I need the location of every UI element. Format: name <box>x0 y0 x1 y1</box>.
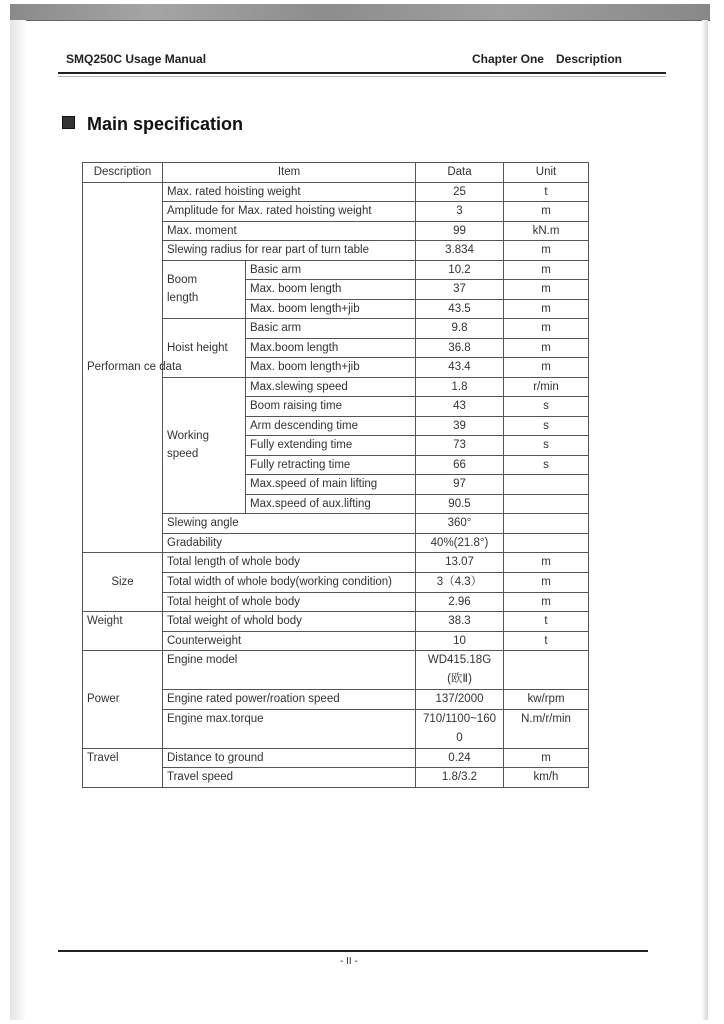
data-cell: 43.4 <box>416 358 504 378</box>
data-cell: 9.8 <box>416 319 504 339</box>
data-cell: 43.5 <box>416 299 504 319</box>
data-cell: 10 <box>416 631 504 651</box>
unit-cell: m <box>504 553 589 573</box>
item-cell: Boom raising time <box>246 397 416 417</box>
table-row <box>83 612 589 632</box>
item-cell: Distance to ground <box>163 748 416 768</box>
item-cell: Total weight of whold body <box>163 612 416 632</box>
data-cell: 25 <box>416 182 504 202</box>
item-cell: Basic arm <box>246 260 416 280</box>
unit-cell: s <box>504 455 589 475</box>
unit-cell: m <box>504 338 589 358</box>
scan-edge-right <box>702 20 708 1020</box>
unit-cell: m <box>504 260 589 280</box>
group-hoist-height: Hoist height <box>163 319 246 378</box>
data-cell: 39 <box>416 416 504 436</box>
item-text: Total width of whole body(working condition) <box>167 575 393 588</box>
square-bullet-icon <box>62 116 75 129</box>
data-cell: 1.8 <box>416 377 504 397</box>
item-cell: Counterweight <box>163 631 416 651</box>
section-title: Main specification <box>87 114 244 134</box>
table-row <box>83 553 589 573</box>
data-cell: 37 <box>416 280 504 300</box>
unit-cell: m <box>504 358 589 378</box>
item-cell: Max.speed of main lifting <box>246 475 416 495</box>
page-header <box>66 52 622 68</box>
unit-cell: m <box>504 748 589 768</box>
unit-cell <box>504 514 589 534</box>
item-cell: Engine model <box>163 651 416 690</box>
table-row <box>83 748 589 768</box>
item-cell: Max. boom length+jib <box>246 358 416 378</box>
manual-title: SMQ250C Usage Manual <box>66 52 207 66</box>
item-cell: Basic arm <box>246 319 416 339</box>
data-cell: 3.834 <box>416 241 504 261</box>
unit-cell: N.m/r/min <box>504 709 589 748</box>
group-working-speed <box>163 377 246 514</box>
item-cell: Max. moment <box>163 221 416 241</box>
item-cell: Total height of whole body <box>163 592 416 612</box>
group-weight: Weight <box>83 612 163 651</box>
item-cell: Max. rated hoisting weight <box>163 182 416 202</box>
section-heading <box>62 114 243 135</box>
table-header-row <box>83 163 589 183</box>
group-boom-length <box>163 260 246 319</box>
data-cell: 3 <box>416 202 504 222</box>
data-cell <box>416 651 504 690</box>
item-cell: Engine rated power/roation speed <box>163 690 416 710</box>
unit-cell: kN.m <box>504 221 589 241</box>
unit-cell: s <box>504 436 589 456</box>
group-power: Power <box>83 651 163 749</box>
data-cell: 73 <box>416 436 504 456</box>
data-cell: 90.5 <box>416 494 504 514</box>
scan-edge-left <box>10 20 26 1020</box>
group-performance: Performan ce data <box>83 182 163 553</box>
item-cell: Amplitude for Max. rated hoisting weight <box>163 202 416 222</box>
unit-cell: m <box>504 280 589 300</box>
group-label: Working speed <box>167 429 209 461</box>
unit-cell: m <box>504 319 589 339</box>
unit-cell: t <box>504 182 589 202</box>
unit-cell: m <box>504 202 589 222</box>
group-travel: Travel <box>83 748 163 787</box>
item-cell: Max. boom length <box>246 280 416 300</box>
unit-cell: s <box>504 397 589 417</box>
unit-cell: m <box>504 299 589 319</box>
col-header-data: Data <box>416 163 504 183</box>
item-cell: Arm descending time <box>246 416 416 436</box>
unit-cell: s <box>504 416 589 436</box>
data-cell: 97 <box>416 475 504 495</box>
table-row <box>83 651 589 690</box>
data-cell: 13.07 <box>416 553 504 573</box>
item-cell: Fully extending time <box>246 436 416 456</box>
data-cell: 40%(21.8°) <box>416 533 504 553</box>
item-cell: Max.slewing speed <box>246 377 416 397</box>
group-size: Size <box>83 553 163 612</box>
chapter-title: Description <box>555 52 622 66</box>
unit-cell: t <box>504 612 589 632</box>
item-cell: Slewing radius for rear part of turn table <box>163 241 416 261</box>
unit-cell: r/min <box>504 377 589 397</box>
data-cell: 3（4.3） <box>416 572 504 592</box>
data-cell: 38.3 <box>416 612 504 632</box>
data-cell: 99 <box>416 221 504 241</box>
chapter-heading <box>472 52 622 66</box>
unit-cell <box>504 651 589 690</box>
data-cell: 1.8/3.2 <box>416 768 504 788</box>
unit-cell: m <box>504 241 589 261</box>
item-cell: Gradability <box>163 533 416 553</box>
unit-cell: km/h <box>504 768 589 788</box>
footer-rule <box>58 950 648 952</box>
unit-cell: m <box>504 572 589 592</box>
group-label: Boom length <box>167 273 199 305</box>
data-cell: 43 <box>416 397 504 417</box>
col-header-unit: Unit <box>504 163 589 183</box>
table-row <box>83 182 589 202</box>
unit-cell: t <box>504 631 589 651</box>
unit-cell <box>504 533 589 553</box>
col-header-item: Item <box>163 163 416 183</box>
header-rule-thin <box>58 76 666 77</box>
spec-table <box>82 162 589 788</box>
data-text: WD415.18G (欧Ⅱ) <box>427 654 492 685</box>
unit-cell <box>504 494 589 514</box>
item-cell: Max.boom length <box>246 338 416 358</box>
item-cell: Max. boom length+jib <box>246 299 416 319</box>
item-cell <box>163 572 416 592</box>
unit-cell: m <box>504 592 589 612</box>
data-cell: 360° <box>416 514 504 534</box>
data-cell: 137/2000 <box>416 690 504 710</box>
unit-cell <box>504 475 589 495</box>
item-cell: Slewing angle <box>163 514 416 534</box>
item-cell: Max.speed of aux.lifting <box>246 494 416 514</box>
item-cell: Fully retracting time <box>246 455 416 475</box>
item-cell: Travel speed <box>163 768 416 788</box>
col-header-description: Description <box>83 163 163 183</box>
item-cell: Engine max.torque <box>163 709 416 748</box>
header-rule <box>58 72 666 74</box>
item-cell: Total length of whole body <box>163 553 416 573</box>
data-cell: 36.8 <box>416 338 504 358</box>
data-cell: 10.2 <box>416 260 504 280</box>
data-cell: 0.24 <box>416 748 504 768</box>
data-cell: 2.96 <box>416 592 504 612</box>
chapter-label: Chapter One <box>471 52 544 66</box>
data-cell <box>416 709 504 748</box>
data-cell: 66 <box>416 455 504 475</box>
scan-edge-top <box>10 4 710 21</box>
data-text: 710/1100~1600 <box>422 712 496 744</box>
page-number: - II - <box>340 956 358 967</box>
unit-cell: kw/rpm <box>504 690 589 710</box>
